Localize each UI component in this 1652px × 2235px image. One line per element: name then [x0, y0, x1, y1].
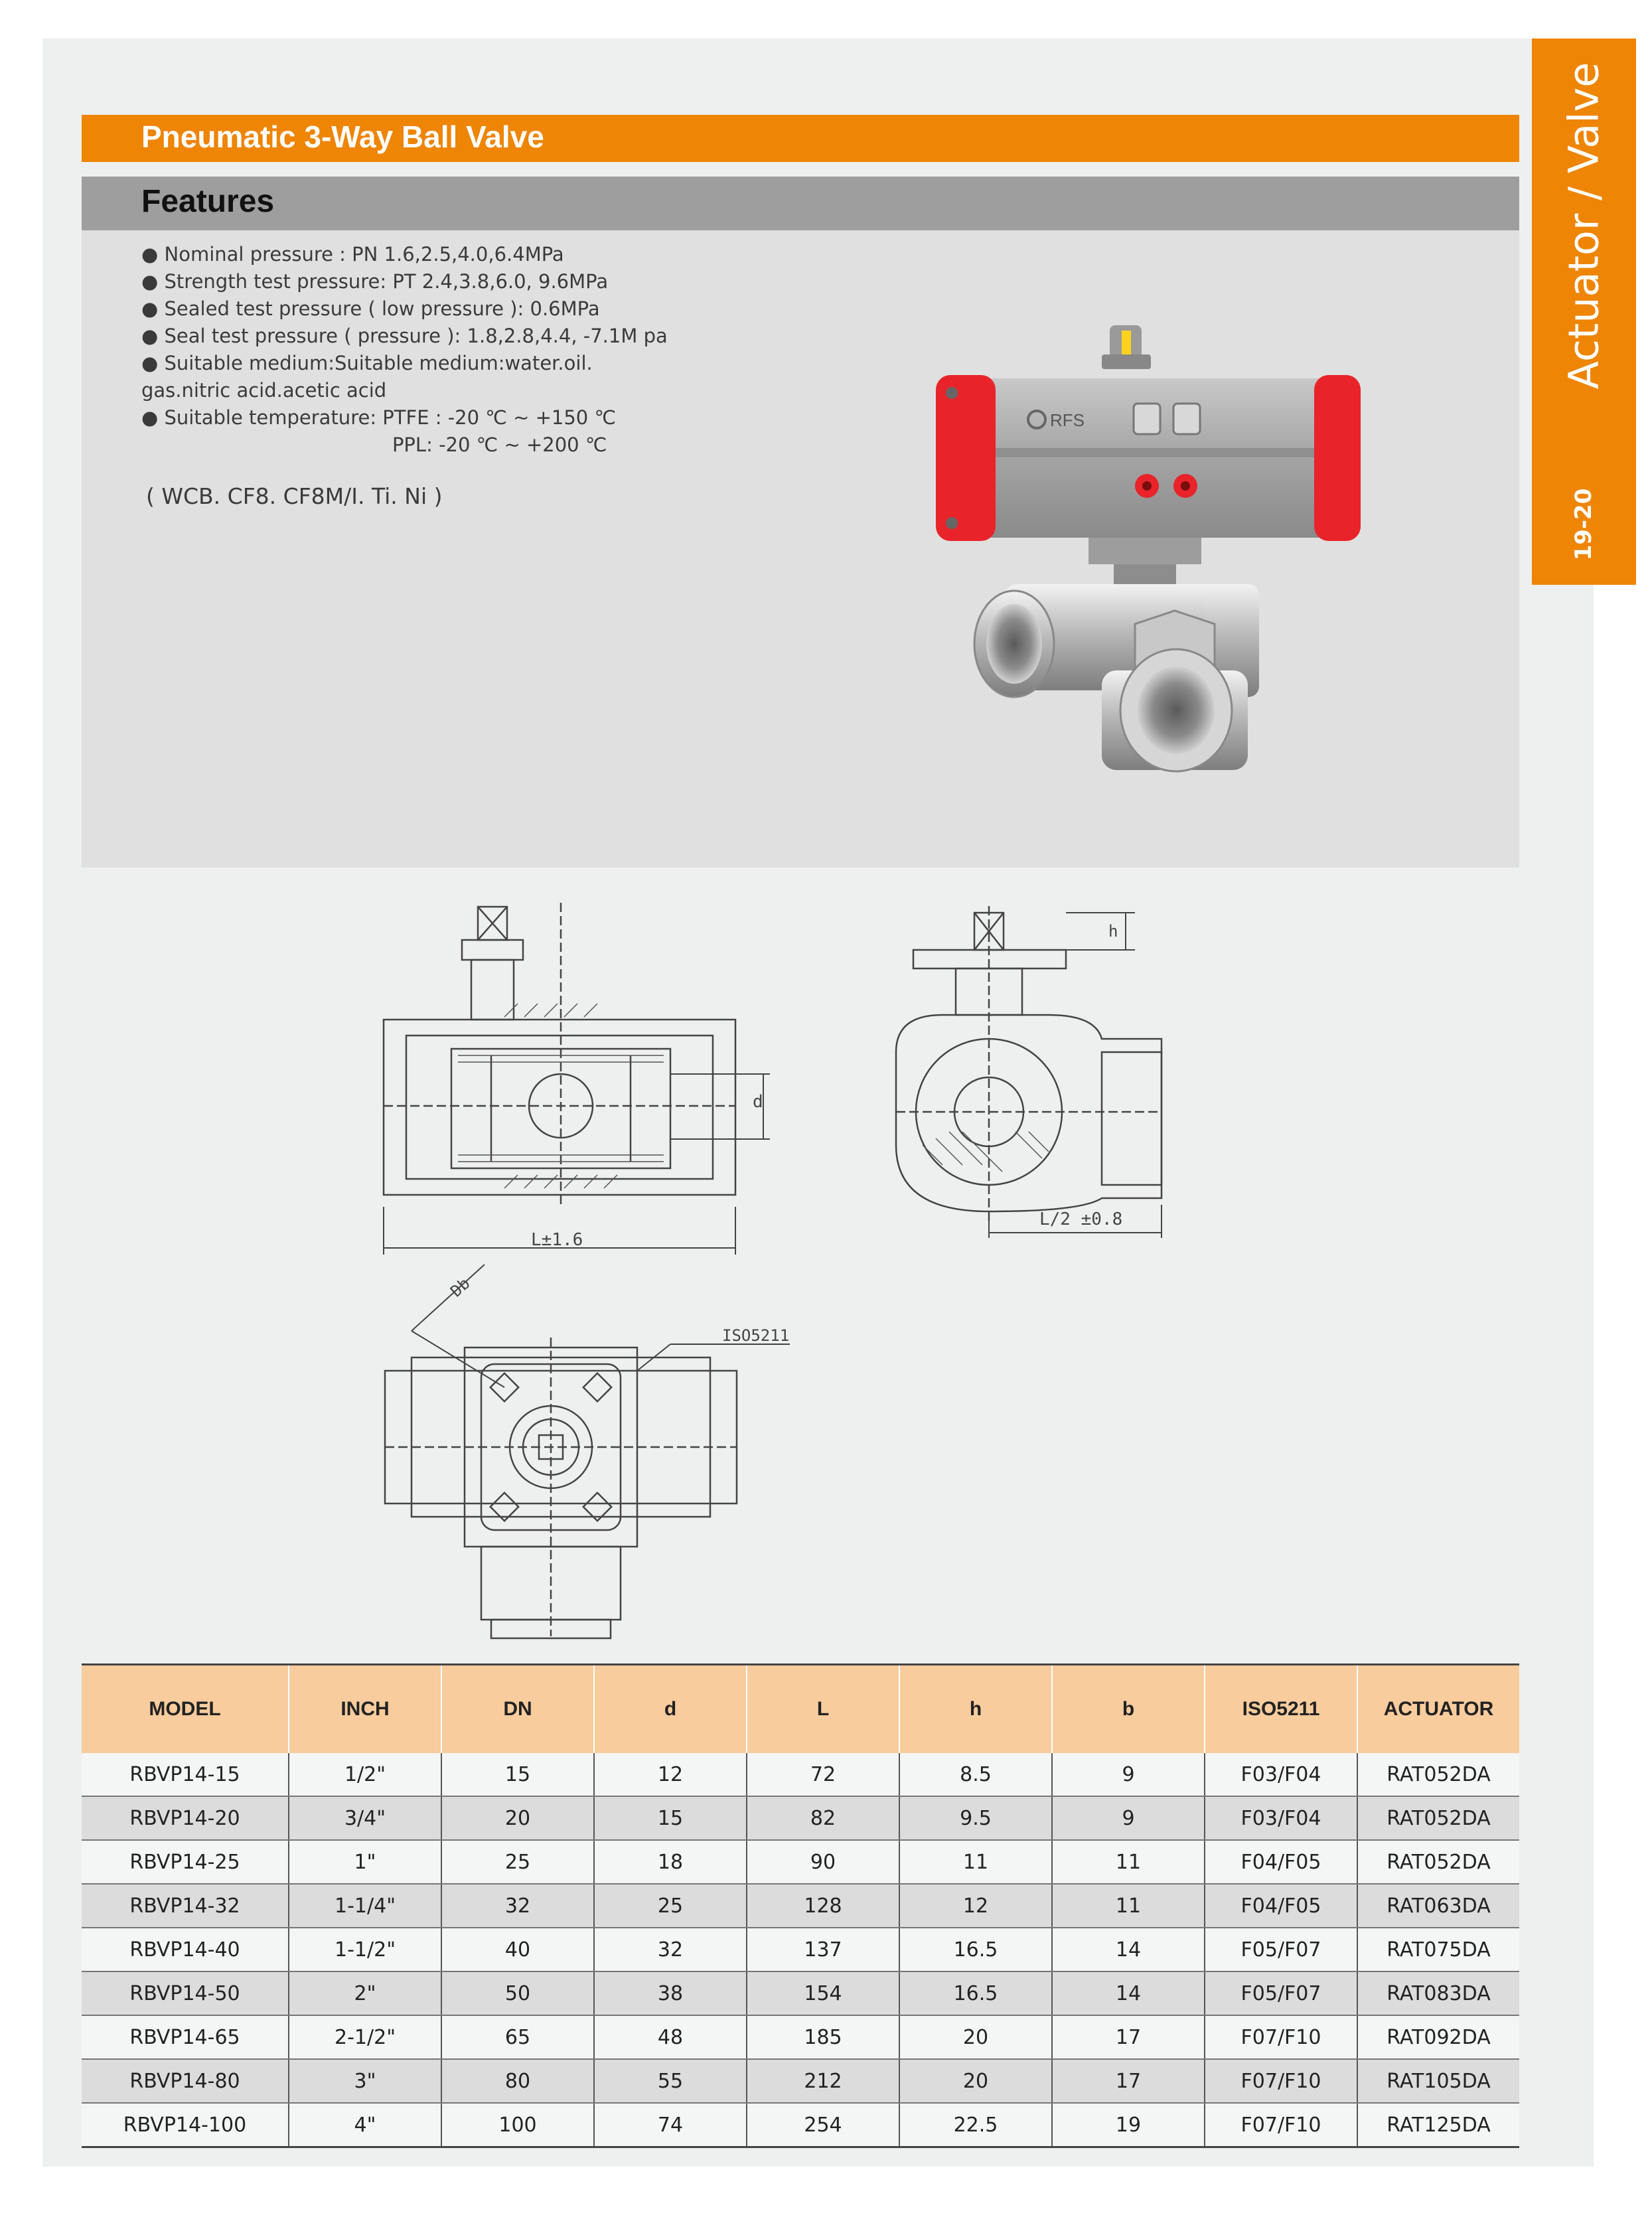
cell-h: 12 — [899, 1884, 1052, 1928]
cell-dn: 100 — [441, 2103, 594, 2147]
dim-label-h: h — [1108, 922, 1118, 941]
materials-note: ( WCB. CF8. CF8M/I. Ti. Ni ) — [146, 483, 443, 509]
feature-item: ● Suitable temperature: PTFE : -20 ℃ ~ +150 ℃ — [141, 406, 617, 429]
cell-b: 14 — [1052, 1928, 1205, 1971]
cell-iso5211: F05/F07 — [1205, 1971, 1357, 2015]
table-row — [82, 1796, 1519, 1840]
cell-b: 11 — [1052, 1884, 1205, 1928]
col-header-b: b — [1052, 1665, 1205, 1754]
table-row — [82, 2103, 1519, 2147]
side-tab-title: Actuator / Valve — [1559, 62, 1608, 390]
col-header-L: L — [747, 1665, 899, 1754]
table-row — [82, 1884, 1519, 1928]
feature-item: ● Sealed test pressure ( low pressure ): 0.6MPa — [141, 297, 600, 320]
col-header-inch: INCH — [289, 1665, 441, 1754]
cell-b: 9 — [1052, 1753, 1205, 1796]
cell-b: 17 — [1052, 2015, 1205, 2059]
cell-iso5211: F05/F07 — [1205, 1928, 1357, 1971]
cell-L: 90 — [747, 1840, 899, 1884]
col-header-model: MODEL — [82, 1665, 289, 1754]
front-section-drawing — [372, 896, 770, 1268]
cell-L: 72 — [747, 1753, 899, 1796]
feature-item: ● Strength test pressure: PT 2.4,3.8,6.0, 9.6MPa — [141, 270, 609, 293]
table-row — [82, 1971, 1519, 2015]
cell-dn: 50 — [441, 1971, 594, 2015]
cell-inch: 1-1/2" — [289, 1928, 441, 1971]
cell-iso5211: F04/F05 — [1205, 1840, 1357, 1884]
spec-table — [82, 1663, 1519, 2148]
cell-d: 32 — [594, 1928, 747, 1971]
cell-d: 15 — [594, 1796, 747, 1840]
cell-d: 25 — [594, 1884, 747, 1928]
dim-label-L2: L/2 ±0.8 — [1039, 1209, 1123, 1229]
cell-inch: 2-1/2" — [289, 2015, 441, 2059]
page-title: Pneumatic 3-Way Ball Valve — [141, 119, 544, 154]
cell-iso5211: F04/F05 — [1205, 1884, 1357, 1928]
cell-b: 9 — [1052, 1796, 1205, 1840]
feature-item: ● Seal test pressure ( pressure ): 1.8,2.8,4.4, -7.1M pa — [141, 325, 668, 347]
table-row — [82, 2059, 1519, 2103]
side-tab-page-numbers: 19-20 — [1570, 488, 1597, 561]
cell-h: 16.5 — [899, 1928, 1052, 1971]
cell-actuator: RAT052DA — [1357, 1753, 1519, 1796]
cell-d: 48 — [594, 2015, 747, 2059]
col-header-dn: DN — [441, 1665, 594, 1754]
cell-actuator: RAT125DA — [1357, 2103, 1519, 2147]
cell-inch: 3/4" — [289, 1796, 441, 1840]
cell-d: 18 — [594, 1840, 747, 1884]
cell-L: 212 — [747, 2059, 899, 2103]
cell-h: 20 — [899, 2059, 1052, 2103]
cell-h: 8.5 — [899, 1753, 1052, 1796]
cell-h: 22.5 — [899, 2103, 1052, 2147]
cell-inch: 3" — [289, 2059, 441, 2103]
feature-item: gas.nitric acid.acetic acid — [141, 379, 387, 402]
cell-actuator: RAT075DA — [1357, 1928, 1519, 1971]
features-bar — [82, 177, 1519, 230]
cell-inch: 1" — [289, 1840, 441, 1884]
cell-actuator: RAT052DA — [1357, 1840, 1519, 1884]
cell-b: 17 — [1052, 2059, 1205, 2103]
dim-label-L: L±1.6 — [531, 1230, 583, 1250]
features-heading: Features — [141, 184, 275, 219]
cell-model: RBVP14-80 — [82, 2059, 289, 2103]
cell-inch: 4" — [289, 2103, 441, 2147]
feature-list — [141, 241, 668, 459]
cell-L: 254 — [747, 2103, 899, 2147]
cell-iso5211: F07/F10 — [1205, 2059, 1357, 2103]
feature-item: ● Nominal pressure : PN 1.6,2.5,4.0,6.4MPa — [141, 243, 564, 266]
cell-L: 128 — [747, 1884, 899, 1928]
cell-actuator: RAT063DA — [1357, 1884, 1519, 1928]
table-row — [82, 1840, 1519, 1884]
cell-model: RBVP14-65 — [82, 2015, 289, 2059]
cell-h: 16.5 — [899, 1971, 1052, 2015]
table-header-row — [82, 1665, 1519, 1754]
cell-actuator: RAT052DA — [1357, 1796, 1519, 1840]
cell-iso5211: F07/F10 — [1205, 2015, 1357, 2059]
cell-model: RBVP14-25 — [82, 1840, 289, 1884]
cell-model: RBVP14-15 — [82, 1753, 289, 1796]
cell-model: RBVP14-40 — [82, 1928, 289, 1971]
brand-name: RFS — [1050, 410, 1085, 430]
dim-label-d: d — [753, 1092, 763, 1112]
feature-item: PPL: -20 ℃ ~ +200 ℃ — [141, 433, 607, 456]
cell-iso5211: F03/F04 — [1205, 1796, 1357, 1840]
table-row — [82, 1753, 1519, 1796]
cell-L: 137 — [747, 1928, 899, 1971]
cell-inch: 1-1/4" — [289, 1884, 441, 1928]
valve-photo — [936, 312, 1361, 790]
cell-model: RBVP14-50 — [82, 1971, 289, 2015]
cell-dn: 80 — [441, 2059, 594, 2103]
cell-dn: 65 — [441, 2015, 594, 2059]
cell-inch: 1/2" — [289, 1753, 441, 1796]
cell-dn: 40 — [441, 1928, 594, 1971]
cell-h: 9.5 — [899, 1796, 1052, 1840]
dim-label-db: Db — [447, 1274, 474, 1301]
col-header-h: h — [899, 1665, 1052, 1754]
top-view-drawing — [372, 1258, 810, 1643]
cell-iso5211: F03/F04 — [1205, 1753, 1357, 1796]
cell-h: 20 — [899, 2015, 1052, 2059]
cell-model: RBVP14-32 — [82, 1884, 289, 1928]
cell-d: 55 — [594, 2059, 747, 2103]
cell-actuator: RAT092DA — [1357, 2015, 1519, 2059]
feature-item: ● Suitable medium:Suitable medium:water.oil. — [141, 352, 593, 374]
cell-b: 19 — [1052, 2103, 1205, 2147]
cell-d: 12 — [594, 1753, 747, 1796]
col-header-d: d — [594, 1665, 747, 1754]
cell-inch: 2" — [289, 1971, 441, 2015]
cell-L: 154 — [747, 1971, 899, 2015]
iso5211-label: ISO5211 — [722, 1326, 790, 1345]
cell-d: 38 — [594, 1971, 747, 2015]
col-header-iso5211: ISO5211 — [1205, 1665, 1357, 1754]
cell-dn: 32 — [441, 1884, 594, 1928]
cell-d: 74 — [594, 2103, 747, 2147]
cell-dn: 20 — [441, 1796, 594, 1840]
cell-b: 11 — [1052, 1840, 1205, 1884]
cell-L: 82 — [747, 1796, 899, 1840]
cell-iso5211: F07/F10 — [1205, 2103, 1357, 2147]
side-section-drawing — [883, 893, 1175, 1245]
col-header-actuator: ACTUATOR — [1357, 1665, 1519, 1754]
cell-h: 11 — [899, 1840, 1052, 1884]
table-row — [82, 1928, 1519, 1971]
cell-model: RBVP14-100 — [82, 2103, 289, 2147]
cell-model: RBVP14-20 — [82, 1796, 289, 1840]
cell-actuator: RAT105DA — [1357, 2059, 1519, 2103]
cell-actuator: RAT083DA — [1357, 1971, 1519, 2015]
title-bar — [82, 115, 1519, 162]
cell-b: 14 — [1052, 1971, 1205, 2015]
cell-dn: 15 — [441, 1753, 594, 1796]
table-row — [82, 2015, 1519, 2059]
cell-dn: 25 — [441, 1840, 594, 1884]
cell-L: 185 — [747, 2015, 899, 2059]
